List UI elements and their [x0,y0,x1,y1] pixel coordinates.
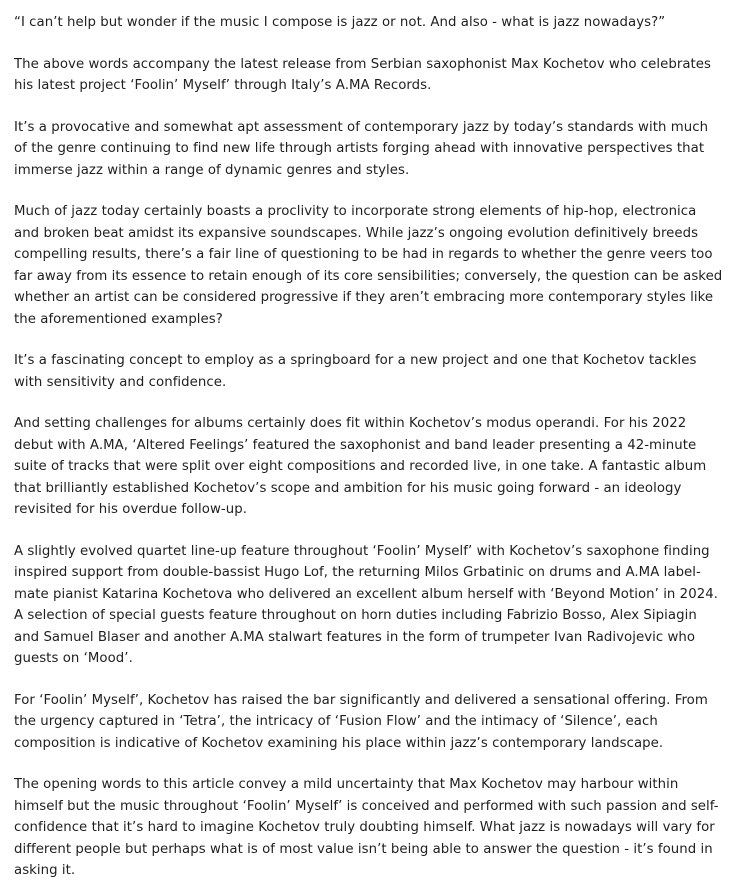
article-paragraph: It’s a provocative and somewhat apt assessment of contemporary jazz by today’s standards with much of the genre continuing to find new life through artists forging ahead with innovative perspectives that immerse jazz within a range of dynamic genres and styles. [14,119,709,178]
article-paragraph: A slightly evolved quartet line-up feature throughout ‘Foolin’ Myself’ with Kochetov’s saxophone finding inspired support from double-bassist Hugo Lof, the returning Milos Grbatinic on drums and A.MA label-mate pianist Katarina Kochetova who delivered an excellent album herself with ‘Beyond Motion’ in 2024. A selection of special guests feature throughout on horn duties including Fabrizio Bosso, Alex Sipiagin and Samuel Blaser and another A.MA stalwart features in the form of trumpeter Ivan Radivojevic who guests on ‘Mood’. [14,543,719,666]
article-paragraph-quote: “I can’t help but wonder if the music I compose is jazz or not. And also - what is jazz nowadays?” [14,15,666,30]
article-paragraph: For ‘Foolin’ Myself’, Kochetov has raised the bar significantly and delivered a sensational offering. From the urgency captured in ‘Tetra’, the intricacy of ‘Fusion Flow’ and the intimacy of ‘Silence’, each composition is indicative of Kochetov examining his place within jazz’s contemporary landscape. [14,692,708,751]
article-paragraph: Much of jazz today certainly boasts a proclivity to incorporate strong elements of hip-hop, electronica and broken beat amidst its expansive soundscapes. While jazz’s ongoing evolution definitively breeds compelling results, there’s a fair line of questioning to be had in regards to whether the genre veers too far away from its essence to retain enough of its core sensibilities; conversely, the question can be asked whether an artist can be considered progressive if they aren’t embracing more contemporary styles like the aforementioned examples? [14,204,723,327]
article-paragraph: It’s a fascinating concept to employ as a springboard for a new project and one that Kochetov tackles with sensitivity and confidence. [14,353,697,390]
article-paragraph: The above words accompany the latest release from Serbian saxophonist Max Kochetov who celebrates his latest project ‘Foolin’ Myself’ through Italy’s A.MA Records. [14,56,712,93]
article-paragraph: The opening words to this article convey a mild uncertainty that Max Kochetov may harbour within himself but the music throughout ‘Foolin’ Myself’ is conceived and performed with such passion and self-confidence that it’s hard to imagine Kochetov truly doubting himself. What jazz is nowadays will vary for different people but perhaps what is of most value isn’t being able to answer the question - it’s found in asking it. [14,777,719,878]
article-paragraph: And setting challenges for albums certainly does fit within Kochetov’s modus operandi. For his 2022 debut with A.MA, ‘Altered Feelings’ featured the saxophonist and band leader presenting a 42-minute suite of tracks that were split over eight compositions and recorded live, in one take. A fantastic album that brilliantly established Kochetov’s scope and ambition for his music going forward - an ideology revisited for his overdue follow-up. [14,416,707,517]
